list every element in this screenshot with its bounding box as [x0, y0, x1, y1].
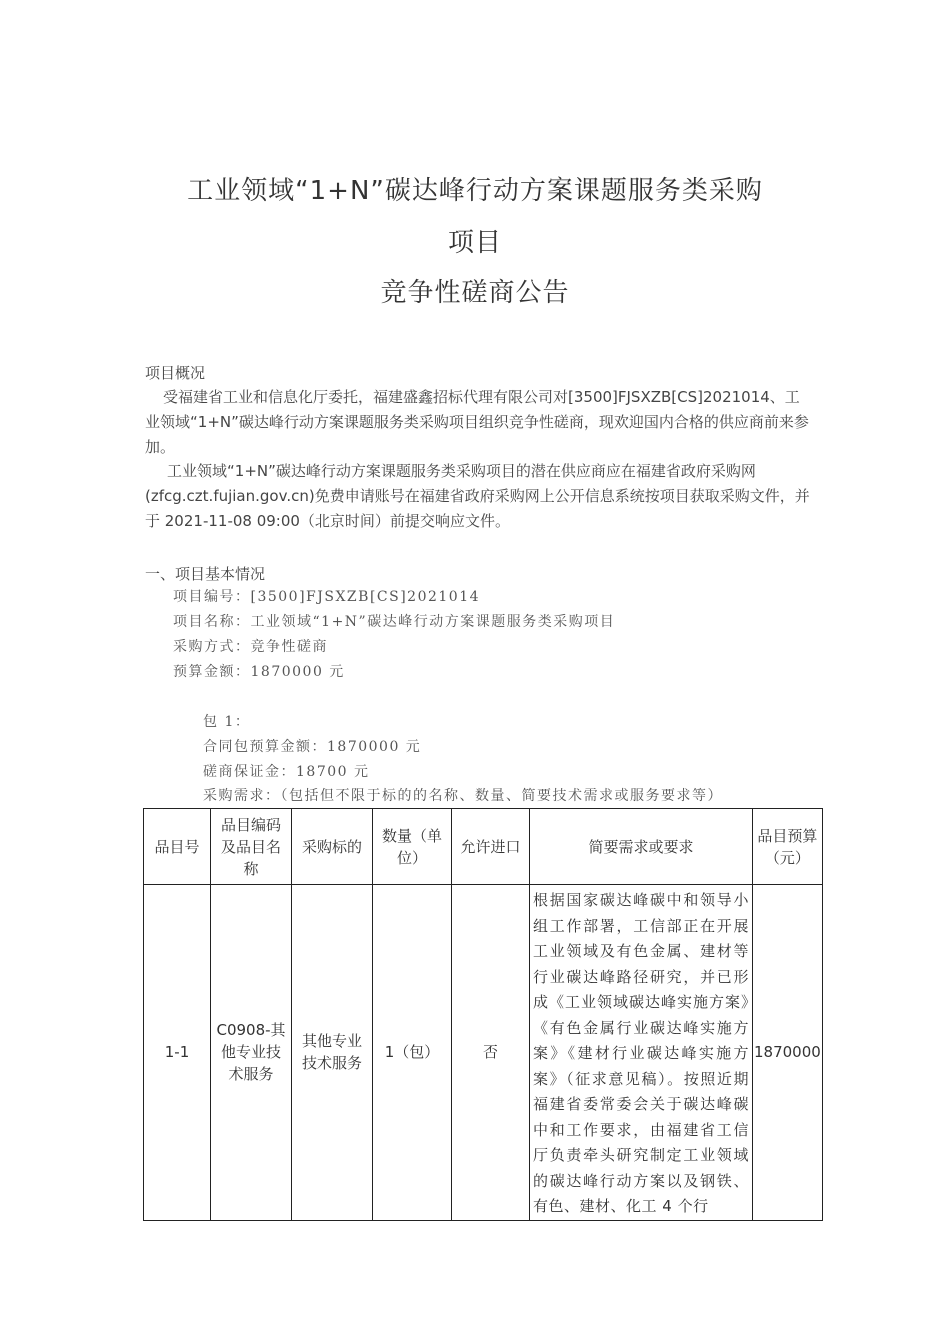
- package-requirement: 采购需求：（包括但不限于标的的名称、数量、简要技术需求或服务要求等）: [203, 788, 723, 804]
- overview-paragraph-2: 工业领域“1+N”碳达峰行动方案课题服务类采购项目的潜在供应商应在福建省政府采购网(zfcg.czt.fujian.gov.cn)免费申请账号在福建省政府采购网上公开信息系统按项目获取采购文件，并于 2021-11-08 09:00（北京时间）前提交响应文件。: [145, 462, 810, 530]
- procurement-table: [143, 808, 823, 1221]
- doc-title-line2: 项目: [447, 228, 502, 258]
- section-basic-heading: 一、项目基本情况: [145, 565, 266, 583]
- header-target: 采购标的: [292, 809, 373, 885]
- header-item-no: 品目号: [144, 809, 211, 885]
- cell-budget: 1870000: [753, 885, 823, 1221]
- overview-paragraph-1: 受福建省工业和信息化厅委托，福建盛鑫招标代理有限公司对[3500]FJSXZB[CS]2021014、工业领域“1+N”碳达峰行动方案课题服务类采购项目组织竞争性磋商，现欢迎国内合格的供应商前来参加。: [145, 388, 809, 456]
- package-label: 包 1：: [203, 714, 251, 730]
- cell-target: 其他专业技术服务: [292, 885, 373, 1221]
- package-contract-budget: 合同包预算金额：1870000 元: [203, 739, 422, 755]
- cell-import: 否: [452, 885, 530, 1221]
- doc-title-line3: 竞争性磋商公告: [380, 278, 570, 308]
- header-import: 允许进口: [452, 809, 530, 885]
- procurement-method: 采购方式：竞争性磋商: [173, 639, 328, 655]
- budget-amount: 预算金额：1870000 元: [173, 664, 345, 680]
- table-row: [144, 885, 823, 1221]
- doc-title-line1: 工业领域“1+N”碳达峰行动方案课题服务类采购: [187, 176, 763, 206]
- cell-description: 根据国家碳达峰碳中和领导小组工作部署，工信部正在开展工业领域及有色金属、建材等行业碳达峰路径研究，并已形成《工业领域碳达峰实施方案》《有色金属行业碳达峰实施方案》《建材行业碳达峰实施方案》（征求意见稿）。按照近期福建省委常委会关于碳达峰碳中和工作要求，由福建省工信厅负责牵头研究制定工业领域的碳达峰行动方案以及钢铁、有色、建材、化工 4 个行: [530, 885, 753, 1221]
- cell-item-no: 1-1: [144, 885, 211, 1221]
- project-number: 项目编号：[3500]FJSXZB[CS]2021014: [173, 589, 481, 605]
- table-header-row: [144, 809, 823, 885]
- package-deposit: 磋商保证金：18700 元: [203, 764, 370, 780]
- overview-heading: 项目概况: [145, 364, 206, 382]
- cell-quantity: 1（包）: [373, 885, 452, 1221]
- cell-code-name: C0908-其他专业技术服务: [211, 885, 292, 1221]
- header-code-name: 品目编码及品目名称: [211, 809, 292, 885]
- project-name: 项目名称：工业领域“1+N”碳达峰行动方案课题服务类采购项目: [173, 614, 616, 630]
- header-quantity: 数量（单位）: [373, 809, 452, 885]
- header-description: 简要需求或要求: [530, 809, 753, 885]
- header-budget: 品目预算（元）: [753, 809, 823, 885]
